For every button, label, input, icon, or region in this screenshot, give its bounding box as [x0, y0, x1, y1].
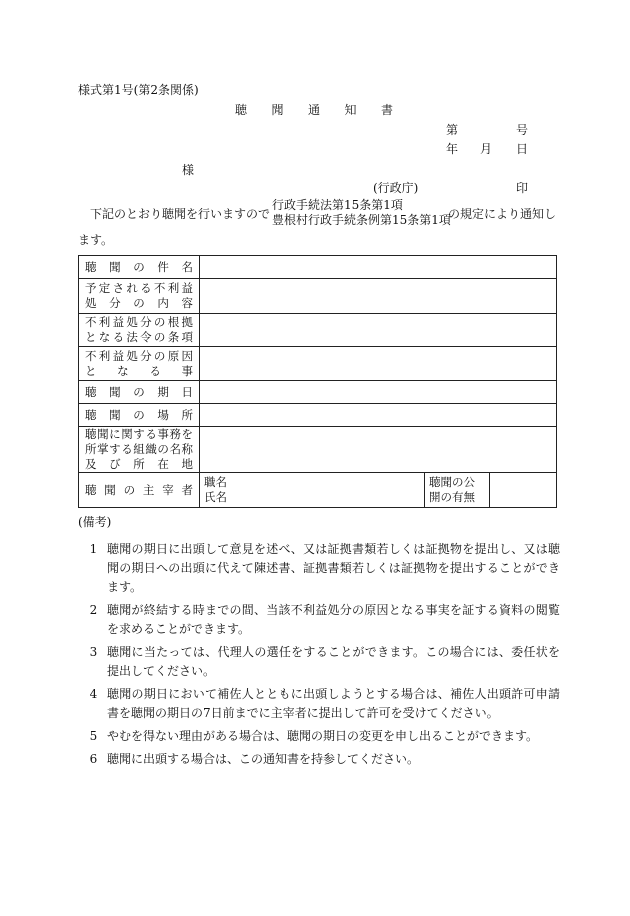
table-row — [79, 347, 557, 381]
title-label: 職名 — [204, 475, 227, 489]
label-line: 聴 聞 に 関 す る 事 務 を — [85, 427, 193, 441]
row-value[interactable] — [200, 404, 557, 427]
row-label — [79, 381, 200, 404]
row-value[interactable] — [200, 256, 557, 279]
intro-text-after: の規定により通知し — [448, 207, 557, 221]
seal-mark: 印 — [516, 181, 529, 195]
note-text: 聴聞に出頭する場合は、この通知書を持参してください。 — [107, 752, 420, 766]
law-reference-1: 行政手続法第15条第1項 — [272, 198, 403, 212]
table-row — [79, 381, 557, 404]
law-reference-2: 豊根村行政手続条例第15条第1項 — [272, 213, 451, 227]
note-number: 6 — [89, 752, 98, 766]
row-label — [79, 256, 200, 279]
note-number: 5 — [89, 729, 98, 743]
note-item — [78, 685, 560, 723]
label-line: 及 び 所 在 地 — [85, 457, 193, 471]
note-text: やむを得ない理由がある場合は、聴聞の期日の変更を申し出ることができます。 — [107, 729, 539, 743]
row-label — [79, 427, 200, 473]
label-line: と な る 事 — [85, 363, 193, 378]
public-hearing-label — [425, 473, 490, 508]
hearing-details-table — [78, 255, 557, 508]
label-line: と な る 法 令 の 条 項 — [85, 330, 193, 344]
table-row — [79, 256, 557, 279]
document-title: 聴 聞 通 知 書 — [235, 103, 393, 117]
note-number: 1 — [89, 542, 98, 556]
note-item — [78, 643, 560, 681]
table-row — [79, 279, 557, 314]
number-prefix: 第 — [446, 123, 459, 137]
table-row — [79, 314, 557, 347]
note-number: 2 — [89, 603, 98, 617]
note-text: 聴聞が終結する時までの間、当該不利益処分の原因となる事実を証する資料の閲覧を求めることができます。 — [107, 603, 560, 636]
row-value[interactable] — [200, 427, 557, 473]
label-line: 聴 聞 の 主 宰 者 — [85, 482, 193, 497]
intro-text: 下記のとおり聴聞を行いますので — [90, 207, 271, 221]
public-label-line-2: 開の有無 — [429, 490, 475, 504]
date-day: 日 — [516, 142, 529, 156]
date-month: 月 — [480, 142, 493, 156]
label-line: 不 利 益 処 分 の 根 拠 — [85, 315, 193, 329]
note-item — [78, 540, 560, 597]
intro-continuation: ます。 — [78, 233, 114, 247]
note-text: 聴聞に当たっては、代理人の選任をすることができます。この場合には、委任状を提出してください。 — [107, 645, 560, 678]
label-line: 予 定 さ れ る 不 利 益 — [85, 281, 193, 295]
presider-title-name-cell[interactable] — [200, 473, 425, 508]
label-line: 所 掌 す る 組 織 の 名 称 — [85, 442, 193, 456]
public-label-line-1: 聴聞の公 — [429, 475, 475, 489]
form-number: 様式第1号(第2条関係) — [78, 83, 199, 97]
addressee-suffix: 様 — [182, 163, 195, 177]
row-value[interactable] — [200, 314, 557, 347]
table-row — [79, 427, 557, 473]
note-item — [78, 601, 560, 639]
row-label — [79, 404, 200, 427]
table-row — [79, 473, 557, 508]
public-hearing-value[interactable] — [490, 473, 557, 508]
label-line: 処 分 の 内 容 — [85, 296, 193, 310]
notes-section — [78, 514, 560, 773]
agency-label: (行政庁) — [373, 181, 419, 195]
row-label — [79, 347, 200, 381]
row-label — [79, 279, 200, 314]
note-text: 聴聞の期日において補佐人とともに出頭しようとする場合は、補佐人出頭許可申請書を聴聞の期日の7日前までに主宰者に提出して許可を受けてください。 — [107, 687, 560, 720]
row-value[interactable] — [200, 381, 557, 404]
note-text: 聴聞の期日に出頭して意見を述べ、又は証拠書類若しくは証拠物を提出し、又は聴聞の期日への出頭に代えて陳述書、証拠書類若しくは証拠物を提出することができます。 — [107, 542, 560, 594]
note-item — [78, 750, 560, 769]
label-line: 聴 聞 の 場 所 — [85, 407, 193, 422]
note-number: 3 — [89, 645, 98, 659]
label-line: 不 利 益 処 分 の 原 因 — [85, 348, 193, 363]
label-line: 聴 聞 の 件 名 — [85, 259, 193, 274]
row-value[interactable] — [200, 347, 557, 381]
number-suffix: 号 — [516, 123, 529, 137]
presider-label — [79, 473, 200, 508]
date-year: 年 — [446, 142, 459, 156]
label-line: 聴 聞 の 期 日 — [85, 384, 193, 399]
row-value[interactable] — [200, 279, 557, 314]
note-item — [78, 727, 560, 746]
table-row — [79, 404, 557, 427]
note-number: 4 — [89, 687, 98, 701]
name-label: 氏名 — [204, 490, 227, 504]
row-label — [79, 314, 200, 347]
notes-heading: (備考) — [78, 515, 112, 529]
